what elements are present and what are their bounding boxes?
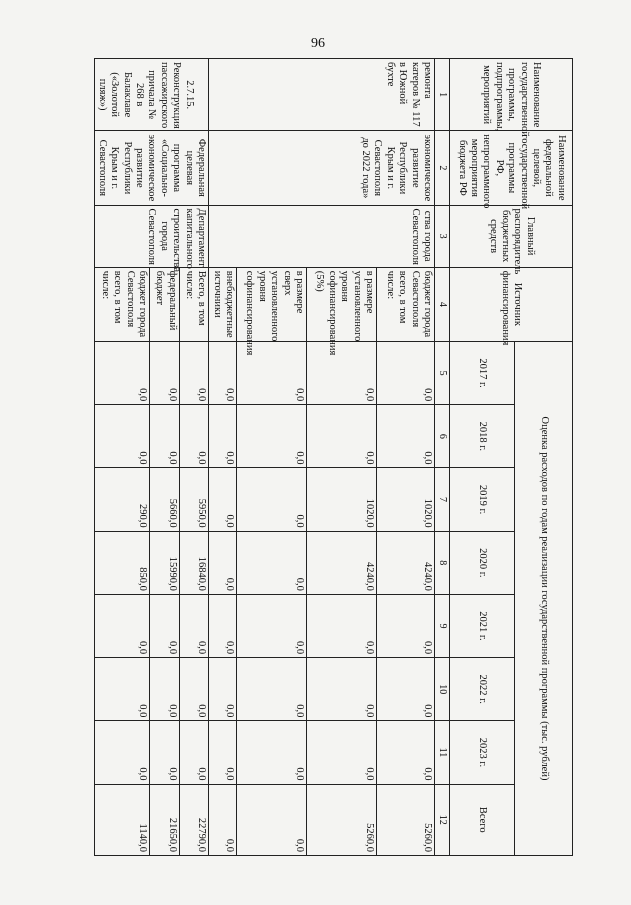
header-year: 2021 г.	[450, 594, 515, 657]
header-program-name: Наименование государственной программы, подпрограммы, мероприятий	[450, 59, 573, 131]
total-cell: 5260,0	[307, 784, 377, 855]
measure-name: 2.7.15. Реконструкция пассажирского причала № 268 в Балаклаве («Золотой пляж»)	[94, 59, 208, 131]
value-cell: 0,0	[307, 658, 377, 721]
value-cell: 0,0	[150, 342, 180, 405]
value-cell: 0,0	[209, 658, 237, 721]
value-cell: 0,0	[94, 405, 149, 468]
column-number: 8	[435, 531, 450, 594]
rotated-table-container	[97, 58, 573, 856]
header-year: 2023 г.	[450, 721, 515, 784]
funding-source: федеральный бюджет	[150, 267, 180, 341]
measure-name: ремонта катеров № 117 в Южной бухте	[209, 59, 435, 131]
header-estimate: Оценка расходов по годам реализации государственной программы (тыс. рублей)	[515, 342, 573, 856]
total-cell: 22790,0	[179, 784, 208, 855]
funding-source: Всего, в том числе:	[179, 267, 208, 341]
total-cell: 0,0	[209, 784, 237, 855]
value-cell: 0,0	[94, 594, 149, 657]
column-number: 2	[435, 131, 450, 205]
value-cell: 0,0	[237, 594, 307, 657]
budget-manager: ства города Севастополя	[209, 205, 435, 267]
value-cell: 5660,0	[150, 468, 180, 531]
value-cell: 0,0	[307, 594, 377, 657]
value-cell: 0,0	[150, 594, 180, 657]
value-cell: 0,0	[179, 405, 208, 468]
total-cell: 1140,0	[94, 784, 149, 855]
value-cell: 0,0	[377, 342, 435, 405]
value-cell: 1020,0	[377, 468, 435, 531]
column-number: 11	[435, 721, 450, 784]
budget-manager: Департамент капитального строительства города Севастополя	[94, 205, 208, 267]
value-cell: 0,0	[209, 721, 237, 784]
value-cell: 16840,0	[179, 531, 208, 594]
funding-source: бюджет города Севастополя всего, в том числе:	[94, 267, 149, 341]
value-cell: 0,0	[209, 594, 237, 657]
header-year: 2019 г.	[450, 468, 515, 531]
funding-source: в размере сверх установленного уровня софинансирования	[237, 267, 307, 341]
total-cell: 0,0	[237, 784, 307, 855]
federal-program-name: экономическое развитие Республики Крым и г. Севастополя до 2022 года»	[209, 131, 435, 205]
value-cell: 0,0	[307, 342, 377, 405]
value-cell: 0,0	[150, 658, 180, 721]
funding-source: бюджет города Севастополя всего, в том числе:	[377, 267, 435, 341]
column-number: 7	[435, 468, 450, 531]
column-number: 4	[435, 267, 450, 341]
value-cell: 0,0	[307, 721, 377, 784]
value-cell: 0,0	[94, 342, 149, 405]
column-number: 5	[435, 342, 450, 405]
value-cell: 0,0	[237, 468, 307, 531]
value-cell: 1020,0	[307, 468, 377, 531]
value-cell: 0,0	[179, 342, 208, 405]
value-cell: 0,0	[179, 721, 208, 784]
value-cell: 0,0	[179, 658, 208, 721]
value-cell: 0,0	[94, 658, 149, 721]
page-number: 96	[311, 36, 325, 51]
value-cell: 0,0	[237, 531, 307, 594]
value-cell: 15990,0	[150, 531, 180, 594]
federal-program-name: Федеральная целевая программа «Социально-экономическое развитие Республики Крым и г. Севастополя	[94, 131, 208, 205]
header-total: Всего	[450, 784, 515, 855]
total-cell: 21650,0	[150, 784, 180, 855]
value-cell: 5950,0	[179, 468, 208, 531]
funding-source: внебюджетные источники	[209, 267, 237, 341]
column-number: 1	[435, 59, 450, 131]
funding-source: в размере установленного уровня софинансирования (5%)	[307, 267, 377, 341]
header-year: 2020 г.	[450, 531, 515, 594]
value-cell: 0,0	[377, 405, 435, 468]
value-cell: 850,0	[94, 531, 149, 594]
header-source: Источник финансирования	[450, 267, 573, 341]
value-cell: 0,0	[209, 342, 237, 405]
column-number: 6	[435, 405, 450, 468]
column-number: 12	[435, 784, 450, 855]
header-manager: Главный распорядитель бюджетных средств	[450, 205, 573, 267]
value-cell: 4240,0	[377, 531, 435, 594]
value-cell: 0,0	[307, 405, 377, 468]
value-cell: 290,0	[94, 468, 149, 531]
value-cell: 0,0	[209, 531, 237, 594]
header-year: 2018 г.	[450, 405, 515, 468]
value-cell: 4240,0	[307, 531, 377, 594]
value-cell: 0,0	[237, 342, 307, 405]
header-year: 2017 г.	[450, 342, 515, 405]
column-number: 10	[435, 658, 450, 721]
value-cell: 0,0	[237, 658, 307, 721]
header-year: 2022 г.	[450, 658, 515, 721]
value-cell: 0,0	[179, 594, 208, 657]
column-number: 3	[435, 205, 450, 267]
budget-table	[94, 58, 573, 856]
table-row	[179, 59, 208, 856]
value-cell: 0,0	[377, 721, 435, 784]
value-cell: 0,0	[150, 405, 180, 468]
value-cell: 0,0	[150, 721, 180, 784]
value-cell: 0,0	[377, 658, 435, 721]
value-cell: 0,0	[237, 405, 307, 468]
column-number: 9	[435, 594, 450, 657]
table-row	[377, 59, 435, 856]
value-cell: 0,0	[237, 721, 307, 784]
header-federal-program: Наименование федеральной целевой, государственной программы РФ, непрограммного мероприятия бюджета РФ	[450, 131, 573, 205]
value-cell: 0,0	[209, 405, 237, 468]
value-cell: 0,0	[209, 468, 237, 531]
value-cell: 0,0	[94, 721, 149, 784]
value-cell: 0,0	[377, 594, 435, 657]
total-cell: 5260,0	[377, 784, 435, 855]
